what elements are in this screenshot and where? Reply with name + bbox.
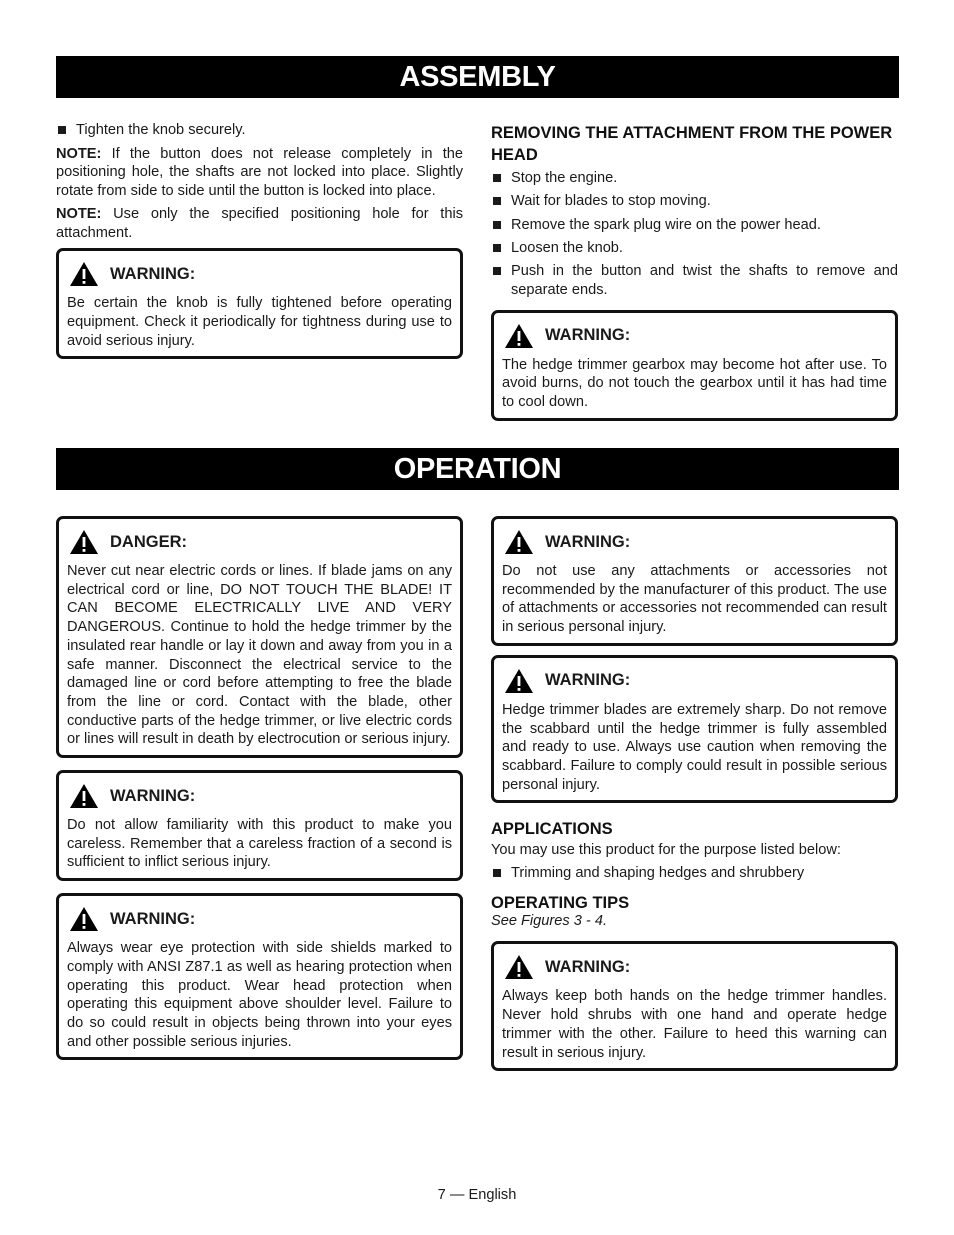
warning-triangle-icon	[69, 261, 99, 287]
assembly-banner: ASSEMBLY	[56, 56, 899, 98]
warning-text: Do not allow familiarity with this product to make you careless. Remember that a careless fraction of a second is sufficient to inflict serious injury.	[67, 817, 452, 871]
warning-title: WARNING:	[545, 532, 631, 551]
section-heading: APPLICATIONS	[491, 820, 613, 839]
warning-box	[56, 248, 463, 359]
warning-title: WARNING:	[110, 264, 196, 283]
figure-reference: See Figures 3 - 4.	[491, 912, 607, 929]
assembly-right-column	[491, 122, 898, 421]
warning-text: Do not use any attachments or accessories not recommended by the manufacturer of this product. The use of attachments or accessories not recommended can result in serious personal injury.	[502, 563, 887, 636]
list-item: Push in the button and twist the shafts to remove and separate ends.	[491, 262, 898, 299]
warning-title: WARNING:	[110, 786, 196, 805]
warning-box	[56, 770, 463, 881]
warning-triangle-icon	[69, 529, 99, 555]
warning-box	[491, 941, 898, 1071]
warning-title: WARNING:	[545, 958, 631, 977]
warning-box	[491, 310, 898, 421]
warning-triangle-icon	[504, 668, 534, 694]
applications-intro: You may use this product for the purpose listed below:	[491, 842, 841, 859]
warning-triangle-icon	[69, 783, 99, 809]
warning-text: Always keep both hands on the hedge trimmer handles. Never hold shrubs with one hand and operate hedge trimmer with the other. Failure to heed this warning can result in serious injury.	[502, 988, 887, 1061]
warning-title: WARNING:	[545, 326, 631, 345]
warning-box	[56, 893, 463, 1060]
warning-triangle-icon	[69, 906, 99, 932]
list-item: Trimming and shaping hedges and shrubbery	[491, 864, 898, 883]
list-item: Stop the engine.	[491, 169, 898, 188]
warning-text: The hedge trimmer gearbox may become hot after use. To avoid burns, do not touch the gearbox until it has had time to cool down.	[502, 356, 887, 410]
warning-triangle-icon	[504, 323, 534, 349]
list-item: Remove the spark plug wire on the power head.	[491, 216, 898, 235]
danger-text: Never cut near electric cords or lines. If blade jams on any electrical cord or line, DO NOT TOUCH THE BLADE! IT CAN BECOME ELECTRICALLY LIVE AND VERY DANGEROUS. Continue to hold the hedge trimmer by the insulated rear handle or lay it down and away from you in a safe manner. Disconnect the electrical service to the damaged line or cord before attempting to free the blade from the line or cord. Contact with the blade, other conductive parts of the hedge trimmer, or live electric cords or lines will result in death by electrocution or serious injury.	[67, 563, 452, 748]
warning-triangle-icon	[504, 954, 534, 980]
note-paragraph: NOTE: If the button does not release completely in the positioning hole, the shafts are not locked into place. Slightly rotate from side to side until the button is locked into place.	[56, 145, 463, 200]
danger-box	[56, 516, 463, 758]
section-heading: REMOVING THE ATTACHMENT FROM THE POWER HEAD	[491, 124, 893, 164]
list-item: Tighten the knob securely.	[56, 121, 463, 140]
warning-text: Always wear eye protection with side shields marked to comply with ANSI Z87.1 as well as hearing protection when operating this product. Wear head protection when operating this equipment above shoulder level. Failure to do so could result in objects being thrown into your eyes and other possible serious injuries.	[67, 940, 452, 1050]
warning-title: WARNING:	[545, 671, 631, 690]
warning-box	[491, 655, 898, 804]
warning-text: Be certain the knob is fully tightened before operating equipment. Check it periodically for tightness during use to avoid serious injury.	[67, 295, 452, 349]
warning-box	[491, 516, 898, 646]
list-item: Wait for blades to stop moving.	[491, 192, 898, 211]
operation-left-column	[56, 516, 463, 1060]
warning-title: WARNING:	[110, 909, 196, 928]
note-paragraph: NOTE: Use only the specified positioning hole for this attachment.	[56, 205, 463, 241]
operation-right-column	[491, 516, 898, 1071]
warning-text: Hedge trimmer blades are extremely sharp. Do not remove the scabbard until the hedge trimmer is fully assembled and ready to use. Always use caution when removing the scabbard. Failure to comply could result in possible serious personal injury.	[502, 701, 887, 793]
section-heading: OPERATING TIPS	[491, 893, 630, 912]
list-item: Loosen the knob.	[491, 239, 898, 258]
assembly-left-column	[56, 121, 463, 359]
warning-triangle-icon	[504, 529, 534, 555]
operation-banner: OPERATION	[56, 448, 899, 490]
danger-title: DANGER:	[110, 532, 187, 551]
page-footer: 7 — English	[437, 1187, 517, 1203]
